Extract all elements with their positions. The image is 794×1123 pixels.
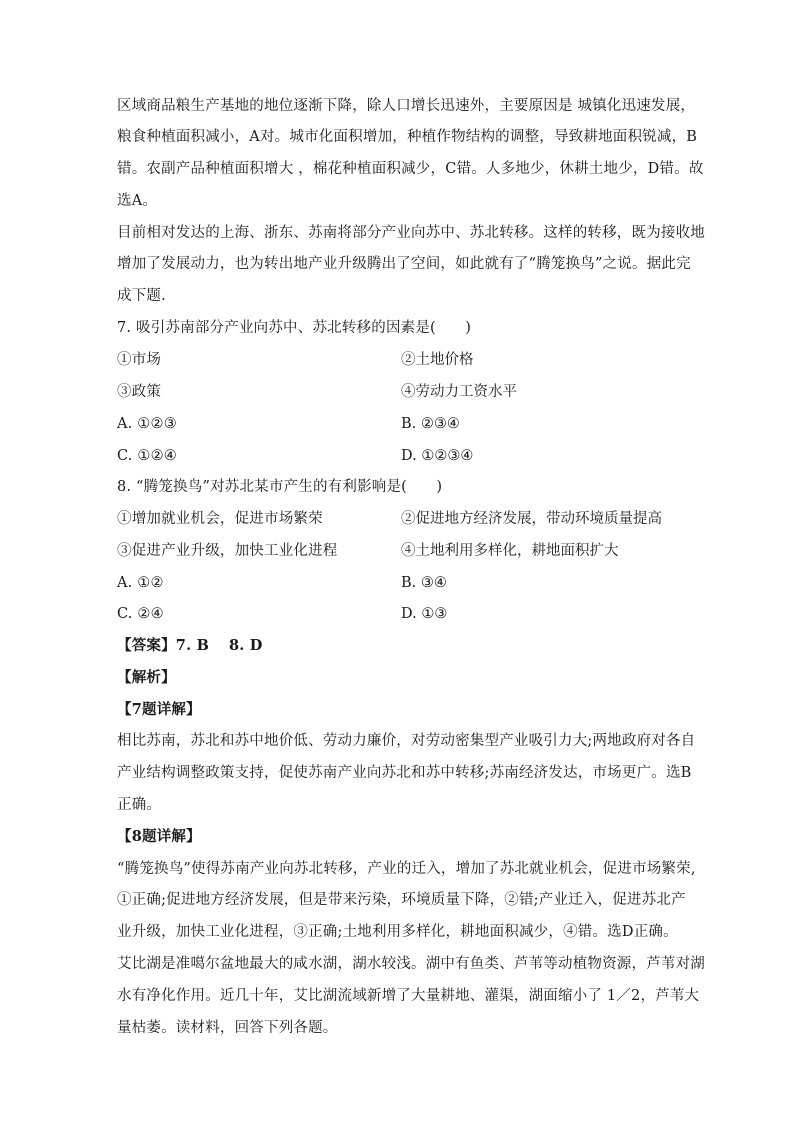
- q8-option-c: C. ②④: [117, 606, 164, 622]
- q8-option-d: D. ①③: [401, 606, 448, 622]
- question-8-stem: 8. “腾笼换鸟”对苏北某市产生的有利影响是( ): [117, 479, 443, 495]
- q7-item: ①市场: [117, 352, 162, 368]
- q8-item: ②促进地方经济发展，带动环境质量提高: [401, 511, 662, 527]
- q7-item: ③政策: [117, 384, 162, 400]
- q7-option-c: C. ①②④: [117, 448, 177, 464]
- q7-item: ②土地价格: [401, 352, 474, 368]
- detail-8-heading: 【8题详解】: [117, 828, 201, 845]
- next-intro-line: 艾比湖是准噶尔盆地最大的咸水湖，湖水较浅。湖中有鱼类、芦苇等动植物资源，芦苇对湖: [117, 956, 705, 972]
- question-7-stem: 7. 吸引苏南部分产业向苏中、苏北转移的因素是( ): [117, 320, 472, 336]
- intro-line: 成下题.: [117, 288, 166, 304]
- detail-8-line: 业升级，加快工业化进程，③正确;土地利用多样化，耕地面积减少，④错。选D正确。: [117, 924, 678, 940]
- q8-item: ④土地利用多样化，耕地面积扩大: [401, 543, 619, 559]
- text-line: 区域商品粮生产基地的地位逐渐下降，除人口增长迅速外，主要原因是 城镇化迅速发展，: [117, 98, 696, 114]
- text-line: 选A。: [117, 193, 158, 209]
- detail-7-line: 产业结构调整政策支持，促使苏南产业向苏北和苏中转移;苏南经济发达，市场更广。选B: [117, 765, 692, 781]
- intro-line: 目前相对发达的上海、浙东、苏南将部分产业向苏中、苏北转移。这样的转移，既为接收地: [117, 225, 705, 241]
- analysis-heading: 【解析】: [117, 669, 176, 686]
- answer-line: 【答案】7. B 8. D: [117, 637, 263, 654]
- next-intro-line: 水有净化作用。近几十年，艾比湖流域新增了大量耕地、灌渠，湖面缩小了 1／2，芦苇大: [117, 988, 700, 1004]
- q8-option-a: A. ①②: [117, 575, 164, 591]
- text-line: 粮食种植面积减小，A对。城市化面积增加，种植作物结构的调整，导致耕地面积锐减，B: [117, 129, 698, 145]
- q7-option-d: D. ①②③④: [401, 448, 474, 464]
- detail-7-line: 相比苏南，苏北和苏中地价低、劳动力廉价，对劳动密集型产业吸引力大;两地政府对各自: [117, 733, 696, 749]
- detail-7-line: 正确。: [117, 797, 162, 813]
- q7-item: ④劳动力工资水平: [401, 384, 517, 400]
- detail-7-heading: 【7题详解】: [117, 701, 201, 718]
- q8-option-b: B. ③④: [401, 575, 447, 591]
- next-intro-line: 量枯萎。读材料，回答下列各题。: [117, 1020, 338, 1036]
- q8-item: ①增加就业机会，促进市场繁荣: [117, 511, 323, 527]
- text-line: 错。农副产品种植面积增大 ，棉花种植面积减少，C错。人多地少，休耕土地少，D错。故: [117, 161, 704, 177]
- q7-option-b: B. ②③④: [401, 416, 460, 432]
- detail-8-line: ①正确;促进地方经济发展，但是带来污染，环境质量下降，②错;产业迁入，促进苏北产: [117, 892, 686, 908]
- q8-item: ③促进产业升级，加快工业化进程: [117, 543, 338, 559]
- intro-line: 增加了发展动力，也为转出地产业升级腾出了空间，如此就有了“腾笼换鸟”之说。据此完: [117, 256, 691, 272]
- q7-option-a: A. ①②③: [117, 416, 177, 432]
- detail-8-line: “腾笼换鸟”使得苏南产业向苏北转移，产业的迁入，增加了苏北就业机会，促进市场繁荣,: [117, 861, 696, 877]
